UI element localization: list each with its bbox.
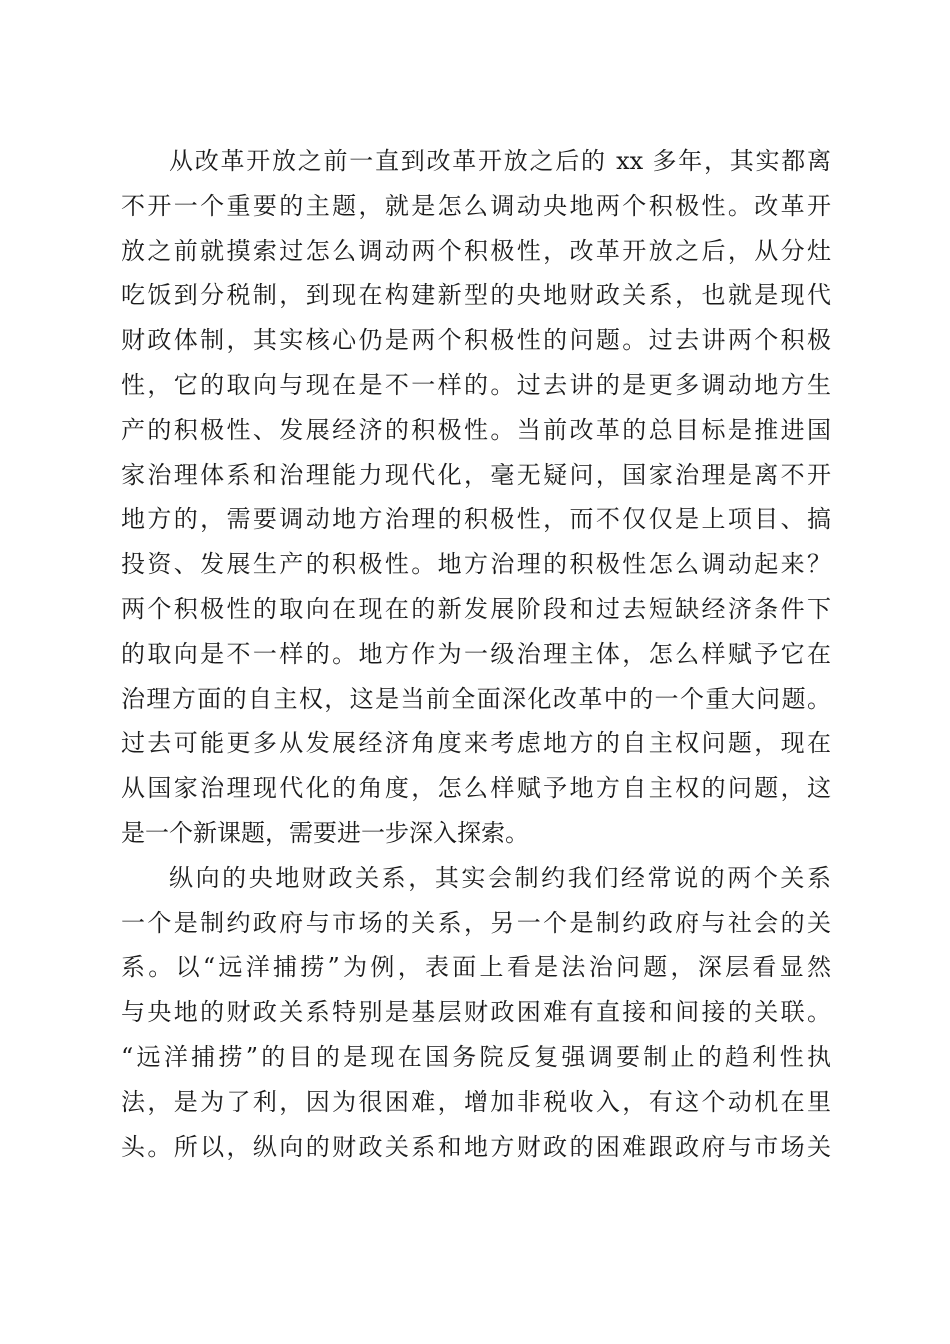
- text-line: 头。所以，纵向的财政关系和地方财政的困难跟政府与市场关: [121, 1132, 831, 1161]
- text-line: 投资、发展生产的积极性。地方治理的积极性怎么调动起来？: [121, 550, 831, 579]
- text-line: 从改革开放之前一直到改革开放之后的 xx 多年，其实都离: [169, 147, 831, 175]
- text-line: 系。以“远洋捕捞”为例，表面上看是法治问题，深层看显然: [121, 953, 831, 982]
- text-line: 性，它的取向与现在是不一样的。过去讲的是更多调动地方生: [121, 370, 831, 399]
- text-line: 从国家治理现代化的角度，怎么样赋予地方自主权的问题，这: [121, 774, 831, 803]
- text-line: 家治理体系和治理能力现代化，毫无疑问，国家治理是离不开: [121, 460, 831, 489]
- text-line: 地方的，需要调动地方治理的积极性，而不仅仅是上项目、搞: [121, 505, 831, 534]
- text-line: 放之前就摸索过怎么调动两个积极性，改革开放之后，从分灶: [121, 236, 831, 265]
- text-line: 财政体制，其实核心仍是两个积极性的问题。过去讲两个积极: [121, 326, 831, 355]
- text-line: 两个积极性的取向在现在的新发展阶段和过去短缺经济条件下: [121, 594, 831, 623]
- text-line: “远洋捕捞”的目的是现在国务院反复强调要制止的趋利性执: [121, 1042, 831, 1071]
- document-body: [121, 139, 831, 1169]
- text-line: 治理方面的自主权，这是当前全面深化改革中的一个重大问题。: [121, 684, 831, 713]
- text-line: 过去可能更多从发展经济角度来考虑地方的自主权问题，现在: [121, 729, 831, 758]
- text-line: 法，是为了利，因为很困难，增加非税收入，有这个动机在里: [121, 1087, 831, 1116]
- text-line: 纵向的央地财政关系，其实会制约我们经常说的两个关系: [169, 863, 831, 892]
- text-line: 一个是制约政府与市场的关系，另一个是制约政府与社会的关: [121, 908, 831, 937]
- paragraph-2: [121, 856, 831, 1170]
- text-line: 产的积极性、发展经济的积极性。当前改革的总目标是推进国: [121, 415, 831, 444]
- paragraph-1: [121, 139, 831, 856]
- text-line: 不开一个重要的主题，就是怎么调动央地两个积极性。改革开: [121, 191, 831, 220]
- text-line: 是一个新课题，需要进一步深入探索。: [121, 818, 529, 847]
- text-line: 的取向是不一样的。地方作为一级治理主体，怎么样赋予它在: [121, 639, 831, 668]
- text-line: 吃饭到分税制，到现在构建新型的央地财政关系，也就是现代: [121, 281, 831, 310]
- text-line: 与央地的财政关系特别是基层财政困难有直接和间接的关联。: [121, 998, 831, 1027]
